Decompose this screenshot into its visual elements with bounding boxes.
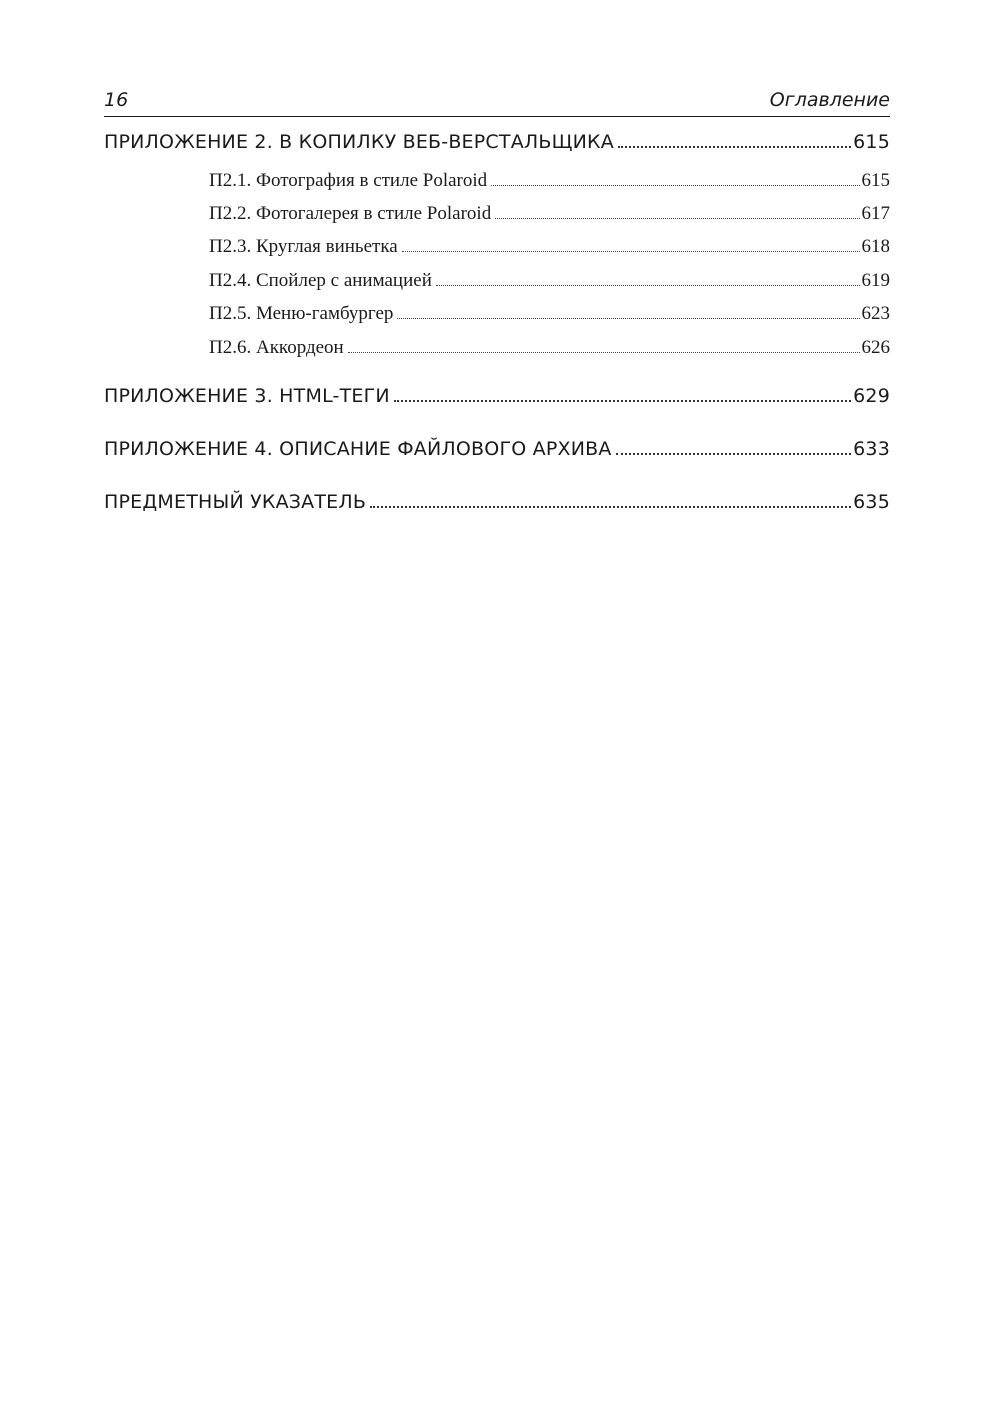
dot-leader: [618, 146, 851, 148]
toc-entry-page: 635: [853, 491, 890, 513]
dot-leader: [394, 400, 851, 402]
toc-subentry: [209, 337, 890, 359]
toc-entry-appendix-2: [104, 131, 890, 153]
toc-entry-appendix-4: [104, 438, 890, 460]
dot-leader: [436, 285, 860, 286]
toc-subentry-title: П2.1. Фотография в стиле Polaroid: [209, 170, 488, 191]
toc-entry-page: 629: [853, 385, 890, 407]
toc-entry-title: ПРИЛОЖЕНИЕ 4. ОПИСАНИЕ ФАЙЛОВОГО АРХИВА: [104, 438, 612, 460]
dot-leader: [491, 185, 859, 186]
running-header-title: Оглавление: [769, 89, 890, 111]
toc-subentry-title: П2.2. Фотогалерея в стиле Polaroid: [209, 203, 492, 224]
toc-subentry: [209, 303, 890, 325]
dot-leader: [370, 506, 851, 508]
toc-subentry-page: 619: [861, 270, 890, 291]
toc-subentry-title: П2.6. Аккордеон: [209, 337, 344, 358]
toc-entry-appendix-3: [104, 385, 890, 407]
dot-leader: [348, 352, 860, 353]
page-number: 16: [104, 89, 129, 111]
toc-subentry: [209, 270, 890, 292]
toc-subentry: [209, 203, 890, 225]
toc-subentry-page: 623: [861, 303, 890, 324]
toc-subentry-title: П2.5. Меню-гамбургер: [209, 303, 394, 324]
toc-subentry-title: П2.3. Круглая виньетка: [209, 236, 398, 257]
toc-subentry-page: 615: [861, 170, 890, 191]
toc-entry-page: 615: [853, 131, 890, 153]
toc-entry-title: ПРЕДМЕТНЫЙ УКАЗАТЕЛЬ: [104, 491, 367, 513]
toc-subentry-title: П2.4. Спойлер с анимацией: [209, 270, 432, 291]
dot-leader: [616, 453, 852, 455]
dot-leader: [397, 318, 859, 319]
toc-subentry-page: 626: [861, 337, 890, 358]
toc-entry-index: [104, 491, 890, 513]
dot-leader: [402, 251, 860, 252]
toc-entry-title: ПРИЛОЖЕНИЕ 3. HTML-ТЕГИ: [104, 385, 390, 407]
toc-subentry-page: 618: [861, 236, 890, 257]
toc-subentry: [209, 236, 890, 258]
running-header: [104, 88, 890, 117]
toc-subentry: [209, 170, 890, 192]
toc-entry-title: ПРИЛОЖЕНИЕ 2. В КОПИЛКУ ВЕБ-ВЕРСТАЛЬЩИКА: [104, 131, 614, 153]
toc-subentry-page: 617: [861, 203, 890, 224]
toc-entry-page: 633: [853, 438, 890, 460]
dot-leader: [495, 218, 859, 219]
